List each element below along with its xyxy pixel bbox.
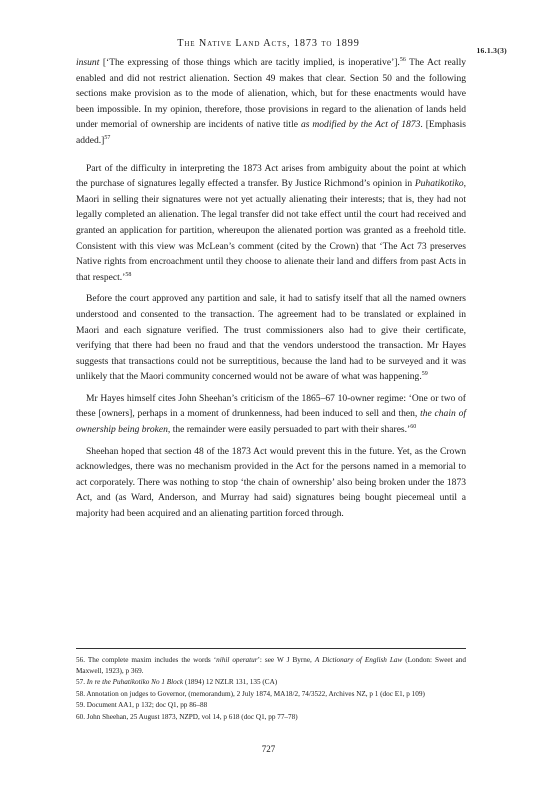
footnote-56 [76, 655, 466, 676]
footnote-ref-56[interactable]: 56 [399, 56, 406, 63]
footnote-57 [76, 677, 466, 688]
quote-text: The Act really enabled and did not restrict alienation. Section 49 makes that clear. Section 50 and the following sections make provision as to the mode of alienation, which, but for these enactments would have been impossible. In my opinion, therefore, those provisions in regard to the alienation of lands held under memorial of ownership are incidents of native title [76, 57, 466, 131]
paragraph-text: Mr Hayes himself cites John Sheehan’s criticism of the 1865–67 10-owner regime: ‘One or two of these [owners], perhaps in a moment of drunkenness, had been induced to sell and then, [76, 392, 466, 420]
footnote-ref-57[interactable]: 57 [104, 134, 111, 141]
paragraph-text: , the remainder were easily persuaded to part with their shares.’ [167, 424, 411, 436]
footnote-italic: A Dictionary of English Law [314, 656, 403, 664]
quote-text: . [Emphasis added.] [76, 119, 466, 146]
footnote-text: (1894) 12 NZLR 131, 135 (CA) [183, 678, 278, 687]
footnote-text: 57. [76, 678, 87, 687]
footnote-text: (London: Sweet and Maxwell, 1923), p 369. [76, 656, 466, 675]
footnote-ref-58[interactable]: 58 [125, 271, 132, 278]
page-number: 727 [261, 744, 276, 754]
footnote-text: 56. The complete maxim includes the words ‘ [76, 656, 217, 664]
paragraph-3 [76, 391, 466, 438]
paragraph-2 [76, 291, 466, 385]
paragraph-4 [76, 444, 466, 522]
emphasis-text: the chain of ownership being broken [76, 408, 466, 436]
footnotes [76, 655, 466, 724]
footnote-italic: nihil operatur [216, 656, 258, 664]
quote-emphasis: as modified by the Act of 1873 [300, 119, 421, 131]
case-name: Puhatikotiko [414, 178, 464, 190]
footnote-ref-60[interactable]: 60 [410, 423, 417, 430]
quote-text: insunt [76, 57, 100, 68]
footnote-text: ’: see W J Byrne, [257, 656, 315, 664]
footnote-italic: In re the Puhatikotiko No 1 Block [86, 678, 184, 687]
paragraph-text: , Maori in selling their signatures were not yet actually alienating their interests; that is, they had not legally completed an alienation. The legal transfer did not take effect until the court had received and granted an application for partition, whereupon the alienated portion was granted as a freehold title. Consistent with this view was McLean’s comment (cited by the Crown) that ‘The Act 73 preserves Native rights from encroachment until they choose to alienate their land and differs from past Acts in that respect.’ [76, 178, 466, 283]
paragraph-text: Before the court approved any partition and sale, it had to satisfy itself that all the named owners understood and consented to the transaction. The agreement had to be translated or explained in Maori and each signature verified. The trust commissioners also had to give their certificate, verifying that there had been no fraud and that the vendors understood the transaction. Mr Hayes suggests that transactions could not be surreptitious, because the land had to be surveyed and it was unlikely that the Maori community concerned would not be aware of what was happening. [76, 293, 466, 383]
paragraph-text: Sheehan hoped that section 48 of the 1873 Act would prevent this in the future. Yet, as the Crown acknowledges, there was no mechanism provided in the Act for the persons named in a memorial to act corporately. There was nothing to stop ‘the chain of ownership’ also being broken under the 1873 Act, and (as Ward, Anderson, and Murray had said) signatures being bought piecemeal until a majority had been acquired and an alienating partition forced through. [76, 445, 466, 520]
block-quote [76, 55, 466, 149]
running-head: The Native Land Acts, 1873 to 1899 [177, 38, 360, 49]
quote-text: [‘The expressing of those things which are tacitly implied, is inoperative’]. [99, 57, 400, 68]
footnote-59: 59. Document AA1, p 132; doc Q1, pp 86–88 [76, 701, 208, 710]
body-text [76, 55, 466, 528]
footnote-60: 60. John Sheehan, 25 August 1873, NZPD, vol 14, p 618 (doc Q1, pp 77–78) [76, 712, 298, 721]
footnote-divider [76, 648, 466, 649]
footnote-58: 58. Annotation on judges to Governor, (memorandum), 2 July 1874, MA18/2, 74/3522, Archives NZ, p 1 (doc E1, p 109) [76, 689, 425, 698]
section-number: 16.1.3(3) [476, 46, 507, 55]
footnote-ref-59[interactable]: 59 [421, 371, 428, 378]
paragraph-1 [76, 161, 466, 286]
paragraph-text: Part of the difficulty in interpreting the 1873 Act arises from ambiguity about the point at which the purchase of signatures legally effected a transfer. By Justice Richmond’s opinion in [76, 162, 466, 190]
